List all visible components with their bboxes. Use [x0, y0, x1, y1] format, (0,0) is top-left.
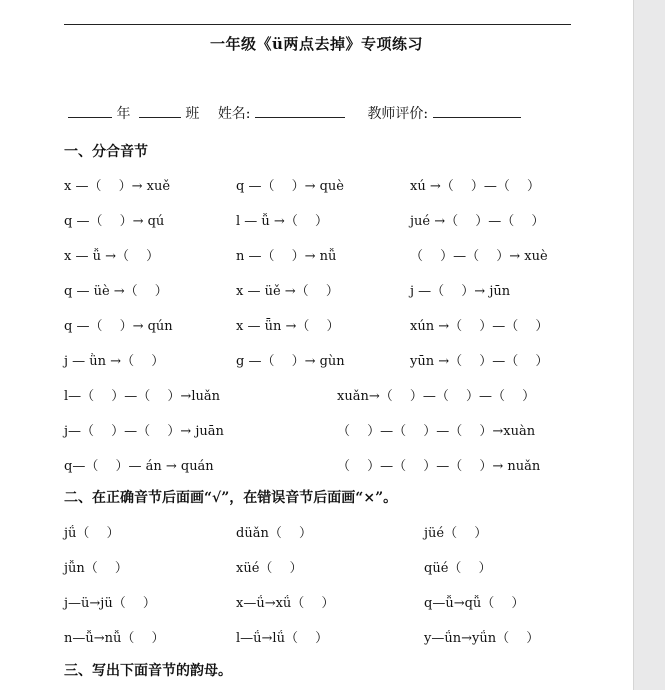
syllable-exercise[interactable]: q —（ ）→ qún — [64, 319, 173, 334]
syllable-exercise[interactable]: j —（ ）→ jūn — [410, 284, 511, 299]
syllable-exercise[interactable]: （ ）—（ ）→ xuè — [410, 249, 548, 264]
judgement-item[interactable]: n—ǚ→nǚ（ ） — [64, 631, 165, 646]
class-blank[interactable] — [139, 103, 181, 118]
syllable-exercise[interactable]: g —（ ）→ gùn — [236, 354, 345, 369]
judgement-item[interactable]: l—ǘ→lǘ（ ） — [236, 631, 329, 646]
syllable-exercise[interactable]: l — ǚ →（ ） — [236, 214, 328, 229]
syllable-exercise[interactable]: x —（ ）→ xuě — [64, 179, 171, 194]
exercise-row — [0, 385, 633, 405]
viewer-gutter — [633, 0, 665, 690]
judgement-item[interactable]: düǎn（ ） — [236, 526, 312, 541]
judgement-item[interactable]: y—ǘn→yǘn（ ） — [424, 631, 540, 646]
syllable-exercise[interactable]: q — üè →（ ） — [64, 284, 168, 299]
judgement-item[interactable]: x—ǘ→xǘ（ ） — [236, 596, 335, 611]
syllable-exercise[interactable]: n —（ ）→ nǚ — [236, 249, 337, 264]
syllable-exercise[interactable]: x — ǚ →（ ） — [64, 249, 160, 264]
syllable-exercise[interactable]: xún →（ ）—（ ） — [410, 319, 549, 334]
judgement-row — [0, 557, 633, 577]
page-title: 一年级《ü两点去掉》专项练习 — [210, 35, 423, 53]
syllable-exercise[interactable]: j — ǜn →（ ） — [64, 354, 165, 369]
class-label: 班 — [185, 106, 200, 122]
judgement-row — [0, 522, 633, 542]
name-label: 姓名: — [217, 106, 251, 122]
student-info-line — [68, 103, 521, 123]
teacher-blank[interactable] — [433, 103, 521, 118]
name-blank[interactable] — [255, 103, 345, 118]
exercise-row — [0, 420, 633, 440]
judgement-row — [0, 627, 633, 647]
exercise-row — [0, 455, 633, 475]
section3-title: 三、写出下面音节的韵母。 — [64, 663, 232, 679]
syllable-exercise[interactable]: q —（ ）→ què — [236, 179, 344, 194]
year-label: 年 — [116, 106, 131, 122]
syllable-exercise[interactable]: （ ）—（ ）—（ ）→ nuǎn — [337, 459, 541, 474]
exercise-row — [0, 315, 633, 335]
section1-title: 一、分合音节 — [64, 144, 148, 160]
syllable-exercise[interactable]: l—（ ）—（ ）→luǎn — [64, 389, 220, 404]
syllable-exercise[interactable]: xuǎn→（ ）—（ ）—（ ） — [337, 389, 536, 404]
syllable-exercise[interactable]: xú →（ ）—（ ） — [410, 179, 540, 194]
syllable-exercise[interactable]: x — ǖn →（ ） — [236, 319, 340, 334]
syllable-exercise[interactable]: q —（ ）→ qú — [64, 214, 165, 229]
syllable-exercise[interactable]: （ ）—（ ）—（ ）→xuàn — [337, 424, 536, 439]
judgement-item[interactable]: qüé（ ） — [424, 561, 492, 576]
syllable-exercise[interactable]: x — üě →（ ） — [236, 284, 339, 299]
judgement-item[interactable]: jüé（ ） — [424, 526, 488, 541]
judgement-item[interactable]: jǚn（ ） — [64, 561, 128, 576]
exercise-row — [0, 210, 633, 230]
syllable-exercise[interactable]: jué →（ ）—（ ） — [410, 214, 545, 229]
year-blank[interactable] — [68, 103, 112, 118]
syllable-exercise[interactable]: q—（ ）— án → quán — [64, 459, 214, 474]
judgement-item[interactable]: q—ǚ→qǚ（ ） — [424, 596, 525, 611]
teacher-label: 教师评价: — [367, 106, 429, 122]
exercise-row — [0, 245, 633, 265]
exercise-row — [0, 175, 633, 195]
header-rule — [64, 24, 571, 25]
judgement-row — [0, 592, 633, 612]
syllable-exercise[interactable]: yūn →（ ）—（ ） — [410, 354, 549, 369]
judgement-item[interactable]: jǘ（ ） — [64, 526, 120, 541]
exercise-row — [0, 350, 633, 370]
judgement-item[interactable]: xüé（ ） — [236, 561, 303, 576]
exercise-row — [0, 280, 633, 300]
section2-title: 二、在正确音节后面画“√”，在错误音节后面画“×”。 — [64, 490, 398, 506]
syllable-exercise[interactable]: j—（ ）—（ ）→ juān — [64, 424, 224, 439]
judgement-item[interactable]: j—ü→jü（ ） — [64, 596, 156, 611]
